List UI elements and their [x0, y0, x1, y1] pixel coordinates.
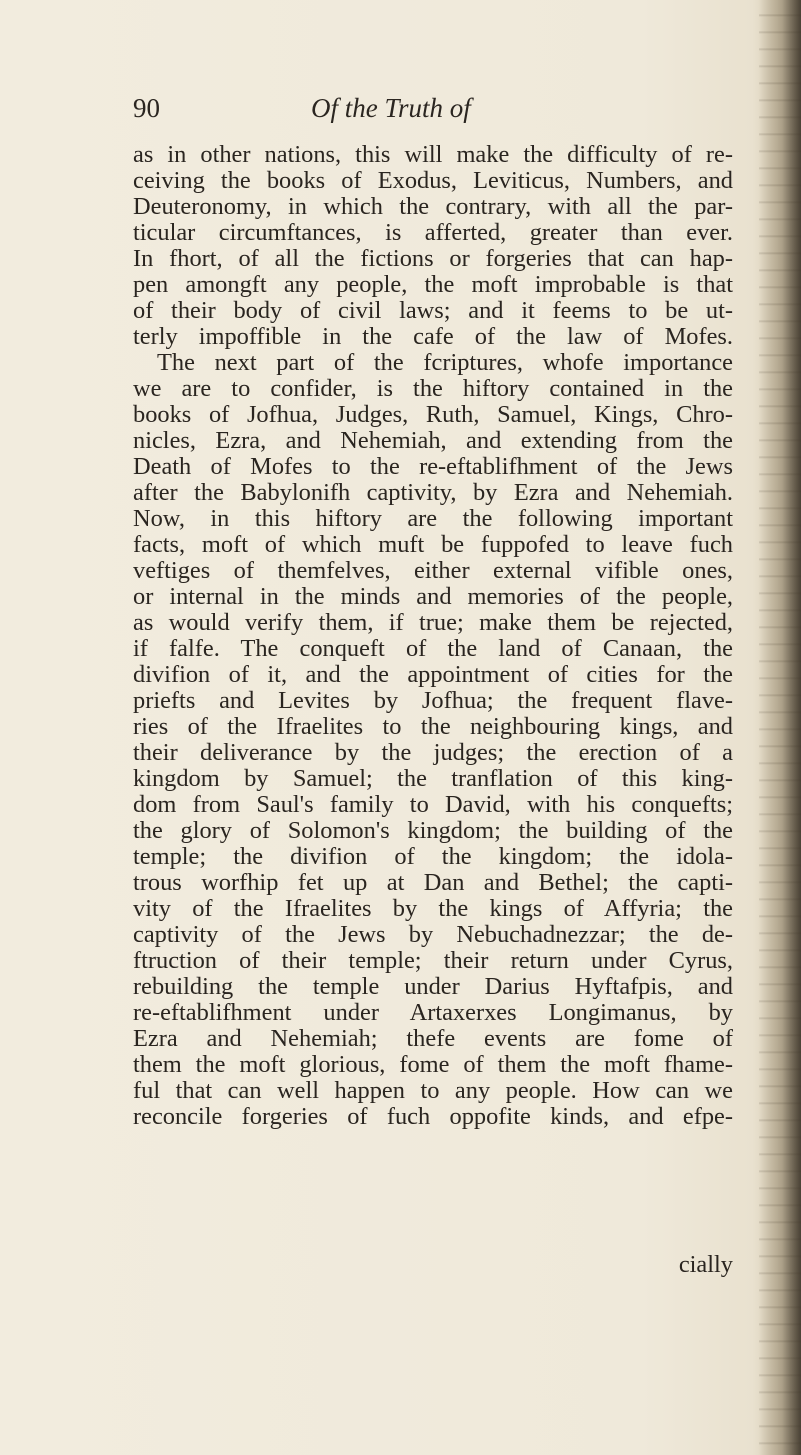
text-line: Ezra and Nehemiah; thefe events are fome of [133, 1025, 733, 1052]
text-line: if falfe. The conqueft of the land of Canaan, the [133, 635, 733, 662]
text-line: kingdom by Samuel; the tranflation of this king- [133, 765, 733, 792]
text-line: The next part of the fcriptures, whofe importance [157, 349, 733, 376]
text-line: as would verify them, if true; make them be rejected, [133, 609, 733, 636]
text-line: facts, moft of which muft be fuppofed to leave fuch [133, 531, 733, 558]
text-line: Now, in this hiftory are the following important [133, 505, 733, 532]
text-line: ticular circumftances, is afferted, greater than ever. [133, 219, 733, 246]
text-line: divifion of it, and the appointment of cities for the [133, 661, 733, 688]
text-line: them the moft glorious, fome of them the moft fhame- [133, 1051, 733, 1078]
text-line: ftruction of their temple; their return under Cyrus, [133, 947, 733, 974]
text-line: reconcile forgeries of fuch oppofite kinds, and efpe- [133, 1103, 733, 1130]
text-line: In fhort, of all the fictions or forgeries that can hap- [133, 245, 733, 272]
text-line: rebuilding the temple under Darius Hyftafpis, and [133, 973, 733, 1000]
text-line: the glory of Solomon's kingdom; the building of the [133, 817, 733, 844]
text-line: trous worfhip fet up at Dan and Bethel; the capti- [133, 869, 733, 896]
text-line: after the Babylonifh captivity, by Ezra and Nehemiah. [133, 479, 733, 506]
text-line: pen amongft any people, the moft improbable is that [133, 271, 733, 298]
page-edge-shadow [759, 0, 801, 1455]
text-line: captivity of the Jews by Nebuchadnezzar; the de- [133, 921, 733, 948]
text-line: their deliverance by the judges; the erection of a [133, 739, 733, 766]
body-text [133, 142, 733, 1130]
text-line: ceiving the books of Exodus, Leviticus, Numbers, and [133, 167, 733, 194]
text-line: veftiges of themfelves, either external vifible ones, [133, 557, 733, 584]
running-title: Of the Truth of [311, 93, 471, 123]
text-line: temple; the divifion of the kingdom; the idola- [133, 843, 733, 870]
text-line: Deuteronomy, in which the contrary, with all the par- [133, 193, 733, 220]
text-line: Death of Mofes to the re-eftablifhment of the Jews [133, 453, 733, 480]
text-line: of their body of civil laws; and it feems to be ut- [133, 297, 733, 324]
text-line: we are to confider, is the hiftory contained in the [133, 375, 733, 402]
text-line: priefts and Levites by Jofhua; the frequent flave- [133, 687, 733, 714]
text-line: books of Jofhua, Judges, Ruth, Samuel, Kings, Chro- [133, 401, 733, 428]
page-header [133, 93, 733, 133]
text-line: ful that can well happen to any people. How can we [133, 1077, 733, 1104]
text-line: or internal in the minds and memories of the people, [133, 583, 733, 610]
text-line: re-eftablifhment under Artaxerxes Longimanus, by [133, 999, 733, 1026]
text-line: dom from Saul's family to David, with his conquefts; [133, 791, 733, 818]
page-number: 90 [133, 93, 160, 123]
text-line: vity of the Ifraelites by the kings of Affyria; the [133, 895, 733, 922]
text-line: terly impoffible in the cafe of the law of Mofes. [133, 323, 733, 350]
catchword: cially [678, 1251, 733, 1278]
text-line: ries of the Ifraelites to the neighbouring kings, and [133, 713, 733, 740]
text-line: nicles, Ezra, and Nehemiah, and extending from the [133, 427, 733, 454]
text-line: as in other nations, this will make the difficulty of re- [133, 141, 733, 168]
